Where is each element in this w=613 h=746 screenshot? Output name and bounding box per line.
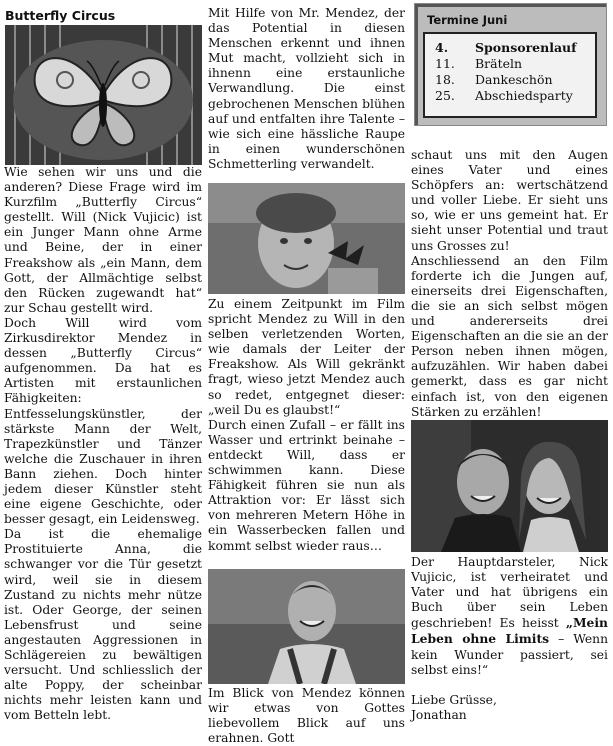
termine-date: 18.: [435, 72, 455, 87]
column-3-bottom: [411, 555, 608, 723]
termine-row: [435, 40, 577, 56]
closing: Liebe Grüsse,: [411, 692, 497, 707]
termine-row: [435, 88, 577, 104]
book-intro: Der Hauptdarsteler, Nick Vujicic, ist verheiratet und Vater und hat übrigens ein Buch über sein Leben geschrieben! Es heisst: [411, 555, 608, 631]
termine-table: [435, 40, 577, 104]
butterfly-photo: [5, 25, 202, 165]
termine-row: [435, 56, 577, 72]
paragraph: schaut uns mit den Augen eines Vater und eines Schöpfers an: wertschätzend und voller Liebe. Er sieht uns so, wie er uns gemeint hat. Er sieht unser Potential und traut uns Grosses zu!: [411, 148, 608, 253]
mendez-portrait-photo: [208, 569, 405, 684]
column-1: [4, 165, 202, 723]
termine-event: Sponsorenlauf: [475, 40, 577, 55]
termine-event: Abschiedsparty: [475, 88, 573, 103]
paragraph: Zu einem Zeitpunkt im Film spricht Mendez zu Will in den selben verletzenden Worten, wie damals der Leiter der Freakshow. Als Will gekränkt fragt, wieso jetzt Mendez auch so redet, entgegnet dieser: „weil Du es glaubst!“: [208, 297, 405, 417]
signature: Jonathan: [411, 707, 467, 722]
couple-photo: [411, 420, 608, 552]
book-title: „Mein Leben ohne Limits: [411, 615, 608, 647]
book-subtitle: – Wenn kein Wunder passiert, sei selbst eins!“: [411, 632, 608, 677]
paragraph: Mit Hilfe von Mr. Mendez, der das Potential in diesen Menschen erkennt und ihnen Mut macht, vollzieht sich in ihnenn eine erstaunliche Verwandlung. Die einst gebrochenen Menschen blühen auf und entfalten ihre Talente – wie sich eine hässliche Raupe in einen wunderschönen Schmetterling verwandelt.: [208, 6, 405, 171]
termine-event: Bräteln: [475, 56, 523, 71]
article-title: Butterfly Circus: [5, 8, 116, 23]
termine-list: [423, 32, 597, 118]
paragraph: Doch Will wird vom Zirkusdirektor Mendez in dessen „Butterfly Circus“ aufgenommen. Da hat es Artisten mit erstaunlichen Fähigkeiten: Entfesselungskünstler, der stärkste Mann der Welt, Trapezkünstler und Tänzer welche die Zuschauer in ihren Bann ziehen. Doch hinter jedem dieser Künstler steht eine eigene Geschichte, oder besser gesagt, ein Leidensweg.: [4, 315, 202, 527]
termine-date: 25.: [435, 88, 455, 103]
boy-with-butterfly-photo: [208, 183, 405, 294]
paragraph: Wie sehen wir uns und die anderen? Diese Frage wird im Kurzfilm „Butterfly Circus“ gestellt. Will (Nick Vujicic) ist ein Junger Mann ohne Arme und Beine, der in einer Freakshow als „ein Mann, dem Gott, der Allmächtige selbst den Rücken zugewandt hat“ zur Schau gestellt wird.: [4, 165, 202, 315]
termine-event: Dankeschön: [475, 72, 553, 87]
paragraph: Anschliessend an den Film forderte ich die Jungen auf, einerseits drei Eigenschaften, die sie an sich selbst mögen und andererseits drei Eigenschaften an die sie an der Person neben ihnen mögen, aufzuzählen. Wir haben dabei gemerkt, dass es gar nicht einfach ist, von den eigenen Stärken zu erzählen!: [411, 253, 608, 419]
paragraph: [411, 555, 608, 678]
column-2-middle: [208, 297, 405, 554]
termine-box: [414, 3, 607, 126]
column-3-top: [411, 148, 608, 420]
paragraph: Durch einen Zufall – er fällt ins Wasser und ertrinkt beinahe – entdeckt Will, dass er schwimmen kann. Diese Fähigkeit führen sie nun als Attraktion vor: Er lässt sich von mehreren Metern Höhe in ein Wasserbecken fallen und kommt selbst wieder raus…: [208, 417, 405, 553]
column-2-bottom: [208, 686, 405, 746]
paragraph: Da ist die ehemalige Prostituierte Anna, die schwanger vor die Tür gesetzt wird, weil sie in diesem Zustand zu nichts mehr nütze ist. Oder George, der seinen Lebensfrust und seine angestauten Aggressionen in Schlägereien zu bewältigen versucht. Und schliesslich der alte Poppy, der scheinbar nichts mehr leisten kann und vom Betteln lebt.: [4, 527, 202, 723]
paragraph: Im Blick von Mendez können wir etwas von Gottes liebevollem Blick auf uns erahnen. Gott: [208, 686, 405, 746]
termine-row: [435, 72, 577, 88]
termine-title: Termine Juni: [427, 13, 508, 27]
column-2-top: [208, 6, 405, 172]
termine-date: 4.: [435, 40, 449, 55]
termine-date: 11.: [435, 56, 455, 71]
